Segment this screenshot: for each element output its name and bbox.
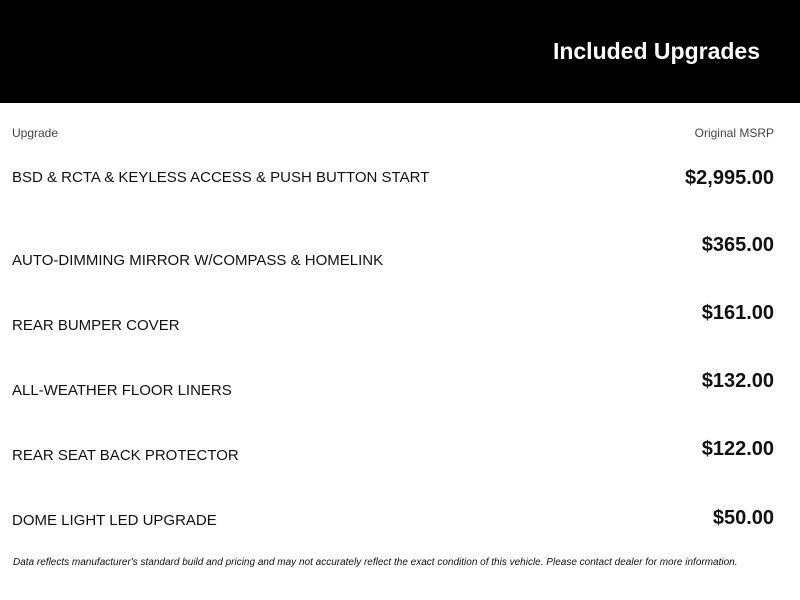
upgrade-name: DOME LIGHT LED UPGRADE [12, 512, 217, 529]
disclaimer-note: Data reflects manufacturer's standard build and pricing and may not accurately reflect the exact condition of this vehicle. Please contact dealer for more information. [13, 557, 738, 568]
upgrade-name: REAR BUMPER COVER [12, 317, 180, 334]
upgrade-name: REAR SEAT BACK PROTECTOR [12, 447, 239, 464]
upgrade-name: AUTO-DIMMING MIRROR W/COMPASS & HOMELINK [12, 252, 384, 269]
upgrade-name: ALL-WEATHER FLOOR LINERS [12, 382, 232, 399]
upgrade-price: $132.00 [701, 370, 774, 392]
page-title: Included Upgrades [552, 38, 760, 64]
upgrade-price: $161.00 [701, 302, 774, 324]
column-header-upgrade: Upgrade [12, 126, 59, 140]
upgrade-price: $2,995.00 [685, 167, 774, 189]
upgrade-price: $50.00 [712, 507, 774, 529]
header-bar [0, 0, 800, 103]
upgrade-price: $122.00 [701, 438, 774, 460]
upgrade-name: BSD & RCTA & KEYLESS ACCESS & PUSH BUTTON START [12, 169, 430, 186]
column-header-msrp: Original MSRP [694, 126, 774, 140]
upgrade-price: $365.00 [701, 234, 774, 256]
